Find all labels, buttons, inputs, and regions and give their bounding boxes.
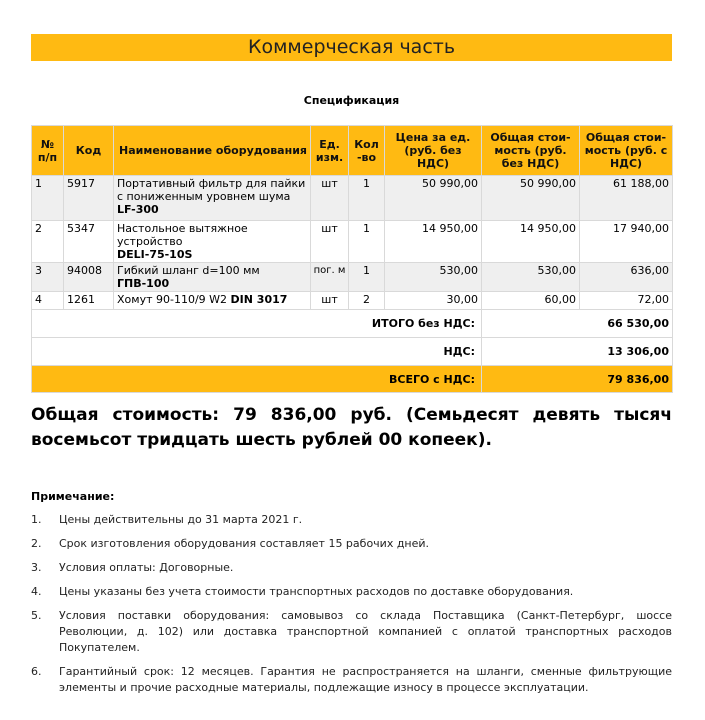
notes-list: [31, 512, 672, 704]
row-price: 14 950,00: [385, 221, 482, 263]
subtotal-row: [32, 310, 673, 338]
row-total-no-vat: 530,00: [482, 263, 580, 292]
row-code: 94008: [64, 263, 114, 292]
row-qty: 2: [349, 292, 385, 310]
grand-total-row: [32, 366, 673, 393]
row-number: 3: [32, 263, 64, 292]
subtotal-value: 66 530,00: [482, 310, 673, 338]
column-header-price: Цена за ед. (руб. без НДС): [385, 126, 482, 176]
row-total-vat: 17 940,00: [580, 221, 673, 263]
note-item: 1. Цены действительны до 31 марта 2021 г.: [31, 513, 303, 526]
subtotal-label: ИТОГО без НДС:: [32, 310, 482, 338]
column-header-code: Код: [64, 126, 114, 176]
row-qty: 1: [349, 176, 385, 221]
note-item: 6. Гарантийный срок: 12 месяцев. Гарантия не распространяется на шланги, сменные фильтрующие элементы и прочие расходные материалы, подлежащие износу в процессе эксплуатации.: [31, 665, 672, 694]
table-row: [32, 263, 673, 292]
row-total-vat: 636,00: [580, 263, 673, 292]
grand-total-label: ВСЕГО с НДС:: [32, 366, 482, 393]
row-total-no-vat: 60,00: [482, 292, 580, 310]
row-code: 5347: [64, 221, 114, 263]
total-cost-summary: Общая стоимость: 79 836,00 руб. (Семьдесят девять тысяч восемьсот тридцать шесть рублей 00 копеек).: [31, 405, 672, 450]
row-price: 30,00: [385, 292, 482, 310]
row-unit: шт: [311, 176, 349, 221]
row-model: DIN 3017: [230, 293, 288, 306]
grand-total-value: 79 836,00: [482, 366, 673, 393]
row-qty: 1: [349, 263, 385, 292]
row-model: LF-300: [117, 203, 159, 216]
vat-row: [32, 338, 673, 366]
row-code: 1261: [64, 292, 114, 310]
row-total-no-vat: 14 950,00: [482, 221, 580, 263]
column-header-unit: Ед. изм.: [311, 126, 349, 176]
table-row: [32, 176, 673, 221]
table-row: [32, 292, 673, 310]
column-header-total-vat: Общая стои- мость (руб. с НДС): [580, 126, 673, 176]
row-total-no-vat: 50 990,00: [482, 176, 580, 221]
vat-value: 13 306,00: [482, 338, 673, 366]
specification-title: Спецификация: [303, 94, 400, 107]
row-number: 1: [32, 176, 64, 221]
column-header-qty: Кол -во: [349, 126, 385, 176]
row-code: 5917: [64, 176, 114, 221]
notes-title: Примечание:: [31, 490, 115, 503]
column-header-total-no-vat: Общая стои- мость (руб. без НДС): [482, 126, 580, 176]
row-qty: 1: [349, 221, 385, 263]
row-price: 530,00: [385, 263, 482, 292]
note-item: 2. Срок изготовления оборудования составляет 15 рабочих дней.: [31, 537, 430, 550]
specification-table: [31, 125, 673, 393]
note-item: 3. Условия оплаты: Договорные.: [31, 561, 234, 574]
row-number: 2: [32, 221, 64, 263]
note-item: 4. Цены указаны без учета стоимости транспортных расходов по доставке оборудования.: [31, 585, 574, 598]
section-title: Коммерческая часть: [31, 34, 672, 61]
table-header-row: [32, 126, 673, 176]
note-item: 5. Условия поставки оборудования: самовывоз со склада Поставщика (Санкт-Петербург, шоссе Революции, д. 102) или доставка транспортной компанией с оплатой транспортных расходов Покупателем.: [31, 609, 672, 654]
row-name: Настольное вытяжное устройство DELI-75-10S: [114, 221, 311, 263]
row-unit: шт: [311, 221, 349, 263]
row-unit: пог. м: [311, 263, 349, 292]
row-model: ГПВ-100: [117, 277, 170, 290]
row-number: 4: [32, 292, 64, 310]
column-header-number: № п/п: [32, 126, 64, 176]
row-name: Гибкий шланг d=100 мм ГПВ-100: [114, 263, 311, 292]
row-total-vat: 72,00: [580, 292, 673, 310]
row-unit: шт: [311, 292, 349, 310]
row-model: DELI-75-10S: [117, 248, 193, 261]
row-name: Хомут 90-110/9 W2 DIN 3017: [114, 292, 311, 310]
row-name: Портативный фильтр для пайки с пониженным уровнем шума LF-300: [114, 176, 311, 221]
column-header-name: Наименование оборудования: [114, 126, 311, 176]
vat-label: НДС:: [32, 338, 482, 366]
table-row: [32, 221, 673, 263]
row-price: 50 990,00: [385, 176, 482, 221]
row-total-vat: 61 188,00: [580, 176, 673, 221]
